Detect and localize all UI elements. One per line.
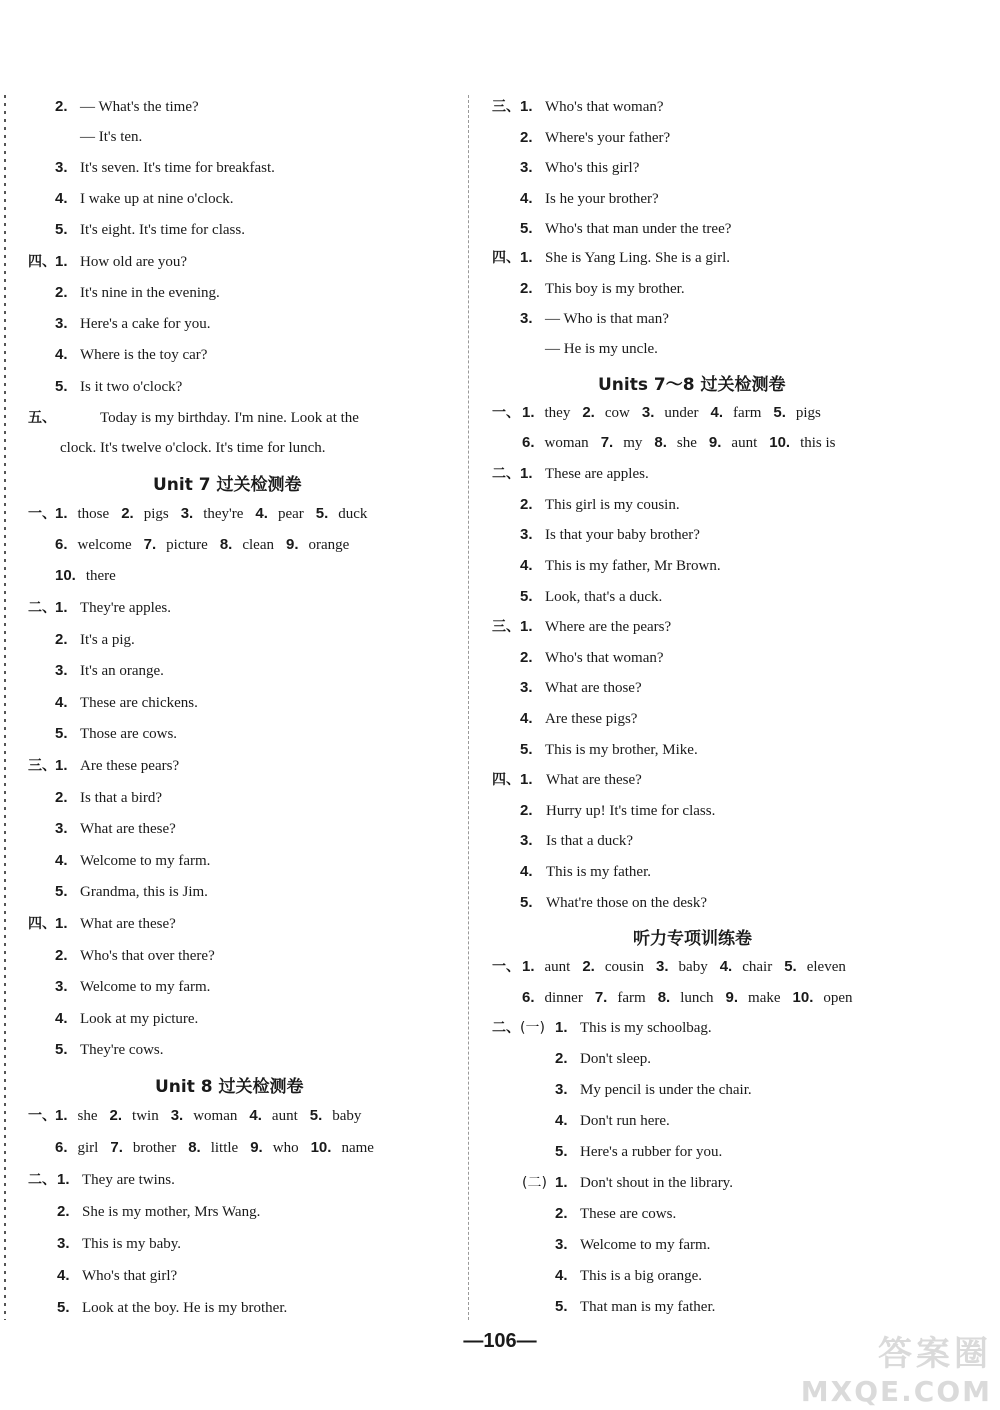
- item-number: 10.: [310, 1139, 332, 1156]
- item-text: Look at the boy. He is my brother.: [82, 1300, 288, 1316]
- item-number: 6.: [55, 1139, 68, 1156]
- section-heading: Unit 7 过关检测卷: [153, 475, 302, 495]
- item-number: 10.: [792, 989, 814, 1006]
- item-text: Welcome to my farm.: [80, 979, 211, 995]
- item-word: duck: [338, 506, 368, 522]
- item-text: Hurry up! It's time for class.: [546, 802, 716, 819]
- section-label: 四、: [28, 916, 56, 932]
- word-answer: [595, 986, 646, 1010]
- word-answer: [121, 502, 169, 526]
- item-text: Who's that over there?: [80, 947, 215, 964]
- item-word: eleven: [806, 959, 846, 975]
- item-text: This is my schoolbag.: [580, 1020, 712, 1036]
- word-answer: [601, 431, 643, 455]
- section-label: 二、: [28, 600, 56, 616]
- item-word: who: [272, 1140, 299, 1156]
- item-word: there: [85, 568, 116, 584]
- word-answer: [286, 533, 349, 557]
- item-text: What are these?: [80, 821, 176, 837]
- item-text: Is that your baby brother?: [545, 527, 700, 544]
- section-label: 四、: [492, 250, 520, 266]
- item-text: Don't shout in the library.: [580, 1175, 733, 1191]
- word-answer: [582, 401, 630, 425]
- item-number: 1.: [55, 599, 68, 616]
- item-text: Those are cows.: [80, 726, 178, 742]
- item-number: 3.: [520, 310, 533, 327]
- item-number: 5.: [555, 1143, 568, 1160]
- item-number: 2.: [55, 788, 68, 806]
- item-word: aunt: [731, 435, 758, 451]
- item-number: 3.: [641, 404, 655, 421]
- item-word: pigs: [795, 405, 821, 421]
- item-text: This is my father.: [546, 864, 651, 881]
- item-text: This is my baby.: [82, 1236, 182, 1252]
- section-label: 五、: [28, 410, 56, 426]
- word-answer: [522, 955, 570, 979]
- item-text: Welcome to my farm.: [80, 852, 211, 869]
- item-number: 5.: [520, 220, 533, 237]
- item-number: 2.: [55, 630, 68, 648]
- item-text: They are twins.: [82, 1172, 175, 1188]
- word-answer: [310, 1104, 362, 1128]
- word-answer: [249, 1104, 297, 1128]
- item-text: Who's that woman?: [545, 99, 664, 115]
- item-text: Who's that girl?: [82, 1268, 178, 1284]
- word-answer: [144, 533, 208, 557]
- item-word: pear: [277, 506, 304, 522]
- item-word: farm: [617, 990, 646, 1006]
- item-word: twin: [132, 1108, 159, 1124]
- item-number: 4.: [555, 1267, 568, 1284]
- item-text: Is he your brother?: [545, 190, 659, 207]
- item-text: Don't sleep.: [580, 1051, 652, 1067]
- item-word: pigs: [143, 506, 169, 522]
- item-word: lunch: [680, 990, 714, 1006]
- binding-edge: [4, 95, 10, 1320]
- item-number: 8.: [654, 434, 667, 451]
- item-text: Where's your father?: [545, 129, 671, 146]
- item-text: They're apples.: [80, 600, 171, 616]
- column-divider: [468, 95, 469, 1320]
- section-label: 二、: [28, 1172, 56, 1188]
- item-word: little: [210, 1140, 239, 1156]
- item-number: 7.: [110, 1139, 123, 1156]
- section-heading: Unit 8 过关检测卷: [155, 1077, 304, 1097]
- item-number: 6.: [55, 536, 68, 553]
- item-number: 3.: [656, 958, 669, 975]
- item-text: That man is my father.: [580, 1299, 716, 1315]
- item-text: This is my father, Mr Brown.: [545, 558, 721, 575]
- item-number: 7.: [143, 536, 157, 553]
- item-number: 4.: [520, 557, 533, 575]
- word-answer: [656, 955, 708, 979]
- item-number: 2.: [109, 1107, 123, 1124]
- item-word: woman: [193, 1108, 238, 1124]
- item-number: 1.: [55, 915, 68, 932]
- item-number: 4.: [520, 710, 533, 728]
- item-number: 5.: [57, 1299, 70, 1316]
- item-word: farm: [733, 405, 762, 421]
- item-text: Here's a rubber for you.: [580, 1144, 723, 1160]
- word-answer: [522, 986, 583, 1010]
- item-number: 1.: [520, 465, 533, 482]
- item-word: those: [77, 506, 110, 522]
- item-word: make: [748, 990, 781, 1006]
- item-number: 10.: [55, 567, 76, 584]
- item-number: 5.: [555, 1298, 568, 1315]
- section-label: 四、: [28, 254, 56, 270]
- item-number: 3.: [180, 505, 194, 522]
- item-text: Who's that woman?: [545, 649, 664, 666]
- item-word: woman: [544, 435, 589, 451]
- item-text: It's a pig.: [80, 631, 135, 648]
- item-text: Look, that's a duck.: [545, 588, 663, 605]
- item-number: 1.: [55, 757, 68, 774]
- item-number: 5.: [55, 883, 68, 900]
- word-answer: [769, 431, 835, 455]
- word-answer: [250, 1136, 298, 1160]
- item-word: my: [623, 435, 643, 451]
- word-answer: [658, 986, 714, 1010]
- item-word: open: [823, 990, 853, 1006]
- item-number: 9.: [250, 1139, 263, 1156]
- item-text: Who's this girl?: [545, 160, 640, 176]
- item-number: 2.: [582, 404, 595, 421]
- item-number: 4.: [249, 1107, 262, 1124]
- item-number: 5.: [315, 505, 329, 522]
- word-answer: [110, 1136, 176, 1160]
- item-text: It's an orange.: [80, 663, 164, 679]
- item-word: baby: [678, 959, 708, 975]
- item-text: My pencil is under the chair.: [580, 1082, 752, 1098]
- item-word: girl: [77, 1140, 99, 1156]
- item-text: Who's that man under the tree?: [545, 221, 732, 237]
- item-word: picture: [166, 537, 208, 553]
- item-word: brother: [132, 1140, 177, 1156]
- item-word: orange: [308, 537, 350, 553]
- item-number: 3.: [520, 159, 533, 176]
- item-number: 5.: [784, 958, 797, 975]
- item-number: 10.: [769, 434, 791, 451]
- item-number: 4.: [255, 505, 268, 522]
- item-number: 5.: [55, 1041, 68, 1058]
- item-text: Where are the pears?: [545, 619, 672, 635]
- item-number: 3.: [555, 1236, 568, 1253]
- site-watermark: 答案圈 MXQE.COM: [800, 1334, 992, 1408]
- item-number: 4.: [55, 851, 68, 869]
- item-number: 1.: [55, 505, 68, 522]
- word-answer: [709, 431, 757, 455]
- item-number: 3.: [57, 1235, 70, 1252]
- item-number: 7.: [594, 989, 608, 1006]
- item-text: Is that a duck?: [546, 833, 634, 850]
- word-answer: [311, 1136, 374, 1160]
- word-answer: [654, 431, 697, 455]
- item-number: 4.: [520, 863, 533, 881]
- item-number: 3.: [520, 526, 533, 544]
- item-word: cow: [604, 405, 630, 421]
- word-answer: [711, 401, 762, 425]
- word-answer: [171, 1104, 238, 1128]
- item-number: 9.: [285, 536, 299, 553]
- item-number: 2.: [520, 648, 533, 666]
- word-answer: [784, 955, 846, 979]
- item-number: 1.: [520, 249, 533, 266]
- item-number: 6.: [522, 989, 535, 1006]
- item-number: 4.: [520, 189, 533, 207]
- item-word: dinner: [544, 990, 583, 1006]
- section-heading: 听力专项训练卷: [633, 929, 752, 949]
- item-number: 2.: [520, 279, 533, 297]
- item-number: 4.: [55, 693, 68, 711]
- item-word: aunt: [271, 1108, 298, 1124]
- section-label: 三、: [492, 99, 520, 115]
- word-answer: [726, 986, 781, 1010]
- item-number: 1.: [520, 618, 533, 635]
- item-number: 2.: [520, 128, 533, 146]
- item-number: 5.: [309, 1107, 323, 1124]
- item-word: under: [664, 405, 699, 421]
- item-text: Don't run here.: [580, 1113, 670, 1129]
- item-number: 8.: [657, 989, 671, 1006]
- word-answer: [55, 564, 116, 588]
- item-number: 2.: [555, 1205, 568, 1222]
- item-number: 2.: [582, 958, 595, 975]
- item-number: 8.: [219, 536, 233, 553]
- section-label: 三、: [28, 758, 56, 774]
- item-number: 3.: [170, 1107, 184, 1124]
- item-word: they: [544, 405, 571, 421]
- item-number: 1.: [555, 1019, 568, 1036]
- item-text: What are these?: [80, 916, 176, 932]
- item-text: These are cows.: [580, 1206, 677, 1222]
- item-text: She is Yang Ling. She is a girl.: [545, 250, 731, 266]
- item-word: name: [341, 1140, 374, 1156]
- item-number: 5.: [55, 725, 68, 742]
- word-answer: [522, 401, 570, 425]
- item-word: they're: [203, 506, 244, 522]
- word-answer: [55, 1136, 98, 1160]
- item-number: 9.: [725, 989, 739, 1006]
- item-text: What're those on the desk?: [546, 894, 707, 911]
- section-heading: Units 7～8 过关检测卷: [598, 375, 786, 395]
- word-answer: [642, 401, 699, 425]
- item-text: This is my brother, Mike.: [545, 741, 698, 758]
- item-number: 2.: [57, 1203, 70, 1220]
- item-number: 7.: [600, 434, 614, 451]
- item-number: 2.: [121, 505, 134, 522]
- item-number: 1.: [520, 771, 533, 788]
- page-number: —106—: [463, 1330, 537, 1352]
- item-number: 2.: [520, 801, 533, 819]
- section-label: 二、: [492, 466, 520, 482]
- item-text: They're cows.: [80, 1042, 164, 1058]
- item-text: What are those?: [545, 680, 642, 697]
- word-answer: [110, 1104, 159, 1128]
- item-word: cousin: [604, 959, 645, 975]
- item-text: She is my mother, Mrs Wang.: [82, 1204, 261, 1220]
- word-answer: [55, 533, 132, 557]
- item-number: 2.: [520, 495, 533, 513]
- word-answer: [220, 533, 274, 557]
- word-answer: [522, 431, 589, 455]
- item-number: 9.: [708, 434, 722, 451]
- word-answer: [793, 986, 853, 1010]
- item-number: 4.: [719, 958, 733, 975]
- item-text: Are these pears?: [80, 758, 180, 774]
- item-number: 1.: [57, 1171, 70, 1188]
- item-number: 5.: [520, 740, 533, 758]
- item-text: These are chickens.: [80, 694, 198, 711]
- word-answer: [720, 955, 773, 979]
- item-word: she: [77, 1108, 98, 1124]
- item-text: This girl is my cousin.: [545, 496, 680, 513]
- item-number: 3.: [555, 1081, 568, 1098]
- item-word: this is: [800, 435, 836, 451]
- item-text: — Who is that man?: [545, 311, 669, 327]
- word-answer: [773, 401, 821, 425]
- item-word: chair: [742, 959, 773, 975]
- item-number: 3.: [55, 978, 68, 995]
- item-text: These are apples.: [545, 466, 649, 482]
- item-text: This boy is my brother.: [545, 280, 685, 297]
- item-number: 4.: [55, 1009, 68, 1027]
- item-number: 5.: [773, 404, 786, 421]
- item-number: 1.: [55, 1107, 68, 1124]
- item-number: 6.: [522, 434, 535, 451]
- word-answer: [255, 502, 303, 526]
- item-number: 4.: [710, 404, 724, 421]
- item-text: Welcome to my farm.: [580, 1237, 711, 1253]
- word-answer: [55, 1104, 98, 1128]
- item-number: 8.: [188, 1139, 201, 1156]
- item-text: Is that a bird?: [80, 789, 163, 806]
- word-answer: [316, 502, 368, 526]
- item-number: 2.: [555, 1050, 568, 1067]
- item-number: 1.: [555, 1174, 568, 1191]
- item-word: she: [676, 435, 697, 451]
- item-number: 5.: [520, 587, 533, 605]
- item-text: This is a big orange.: [580, 1268, 703, 1284]
- item-text: Look at my picture.: [80, 1010, 199, 1027]
- section-label: 三、: [492, 619, 520, 635]
- word-answer: [55, 502, 109, 526]
- item-number: 3.: [55, 820, 68, 837]
- item-number: 1.: [522, 958, 535, 975]
- item-number: 4.: [555, 1112, 568, 1129]
- item-number: 4.: [57, 1267, 70, 1284]
- item-number: 1.: [520, 98, 533, 115]
- item-number: 2.: [55, 946, 68, 964]
- item-word: clean: [242, 537, 274, 553]
- item-text: Grandma, this is Jim.: [80, 884, 208, 900]
- item-number: 3.: [520, 679, 533, 697]
- section-label: 四、: [492, 772, 520, 788]
- item-number: 3.: [520, 832, 533, 850]
- item-text: Are these pigs?: [545, 711, 638, 728]
- word-answer: [582, 955, 644, 979]
- word-answer: [181, 502, 244, 526]
- item-word: baby: [332, 1108, 362, 1124]
- item-number: 5.: [520, 893, 533, 911]
- item-text: What are these?: [546, 772, 642, 788]
- item-number: 3.: [55, 662, 68, 679]
- item-word: welcome: [77, 537, 132, 553]
- word-answer: [188, 1136, 238, 1160]
- item-number: 1.: [522, 404, 535, 421]
- item-word: aunt: [544, 959, 571, 975]
